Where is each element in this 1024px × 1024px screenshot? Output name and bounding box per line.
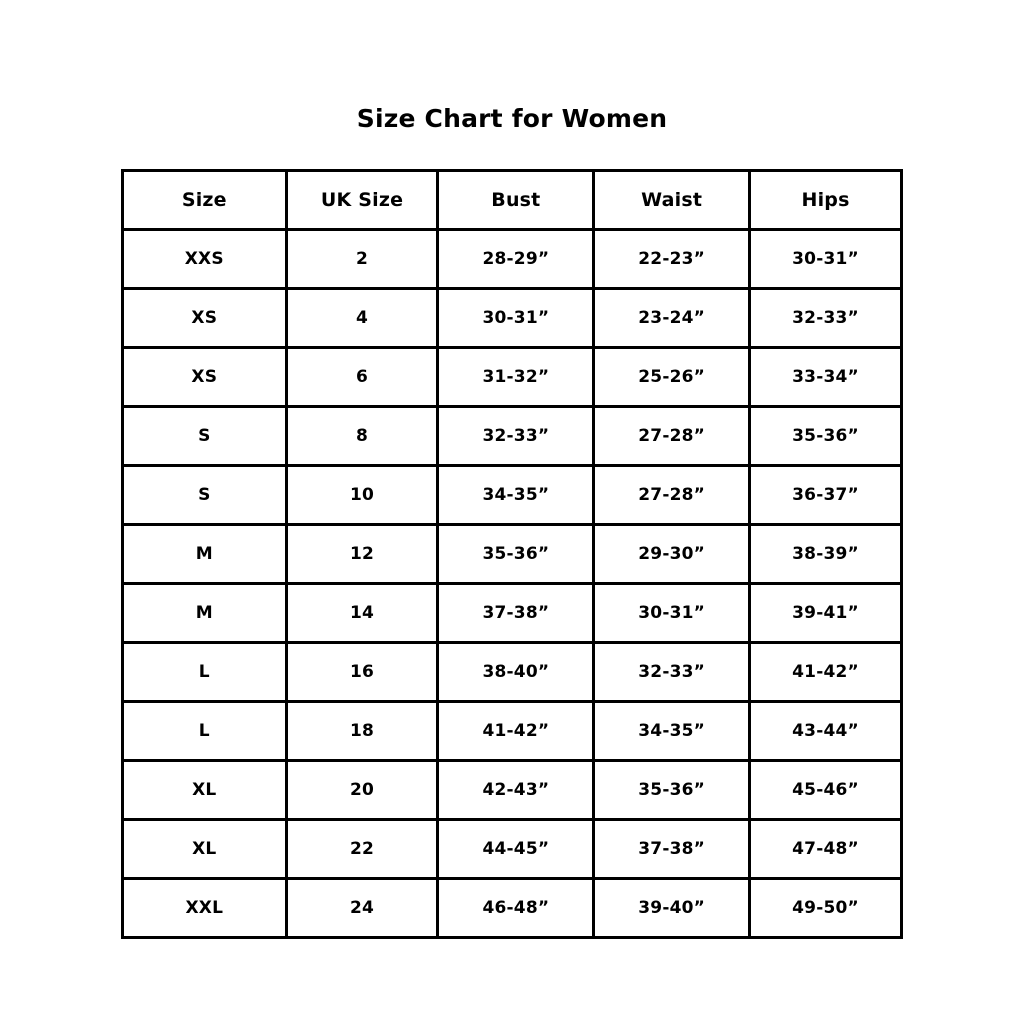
cell-bust: 38-40”	[438, 643, 594, 702]
cell-size: M	[123, 525, 287, 584]
cell-size: XXS	[123, 230, 287, 289]
table-row	[123, 702, 902, 761]
cell-uk-size: 8	[286, 407, 438, 466]
cell-waist: 27-28”	[594, 407, 750, 466]
cell-hips: 47-48”	[750, 820, 902, 879]
column-header-bust: Bust	[438, 171, 594, 230]
cell-hips: 39-41”	[750, 584, 902, 643]
cell-size: S	[123, 466, 287, 525]
cell-hips: 41-42”	[750, 643, 902, 702]
cell-size: L	[123, 643, 287, 702]
cell-bust: 41-42”	[438, 702, 594, 761]
table-header	[123, 171, 902, 230]
cell-waist: 29-30”	[594, 525, 750, 584]
cell-uk-size: 20	[286, 761, 438, 820]
cell-waist: 22-23”	[594, 230, 750, 289]
cell-waist: 34-35”	[594, 702, 750, 761]
table-row	[123, 289, 902, 348]
cell-bust: 28-29”	[438, 230, 594, 289]
cell-bust: 34-35”	[438, 466, 594, 525]
table-row	[123, 525, 902, 584]
cell-bust: 37-38”	[438, 584, 594, 643]
column-header-uk-size: UK Size	[286, 171, 438, 230]
cell-hips: 33-34”	[750, 348, 902, 407]
cell-hips: 45-46”	[750, 761, 902, 820]
size-chart-table	[121, 169, 903, 939]
cell-hips: 38-39”	[750, 525, 902, 584]
size-chart-table-wrap	[121, 169, 903, 939]
cell-waist: 23-24”	[594, 289, 750, 348]
table-row	[123, 584, 902, 643]
cell-waist: 27-28”	[594, 466, 750, 525]
column-header-size: Size	[123, 171, 287, 230]
cell-bust: 44-45”	[438, 820, 594, 879]
cell-bust: 31-32”	[438, 348, 594, 407]
cell-uk-size: 22	[286, 820, 438, 879]
cell-bust: 46-48”	[438, 879, 594, 938]
cell-waist: 37-38”	[594, 820, 750, 879]
cell-size: L	[123, 702, 287, 761]
table-row	[123, 407, 902, 466]
cell-size: XL	[123, 761, 287, 820]
cell-hips: 49-50”	[750, 879, 902, 938]
cell-hips: 36-37”	[750, 466, 902, 525]
column-header-waist: Waist	[594, 171, 750, 230]
cell-bust: 42-43”	[438, 761, 594, 820]
cell-bust: 35-36”	[438, 525, 594, 584]
cell-uk-size: 4	[286, 289, 438, 348]
cell-uk-size: 14	[286, 584, 438, 643]
cell-size: XXL	[123, 879, 287, 938]
cell-size: S	[123, 407, 287, 466]
table-body	[123, 230, 902, 938]
cell-waist: 39-40”	[594, 879, 750, 938]
cell-size: XS	[123, 289, 287, 348]
cell-uk-size: 16	[286, 643, 438, 702]
cell-size: M	[123, 584, 287, 643]
cell-uk-size: 12	[286, 525, 438, 584]
cell-size: XL	[123, 820, 287, 879]
table-row	[123, 820, 902, 879]
cell-bust: 32-33”	[438, 407, 594, 466]
cell-uk-size: 10	[286, 466, 438, 525]
cell-uk-size: 6	[286, 348, 438, 407]
cell-uk-size: 18	[286, 702, 438, 761]
cell-size: XS	[123, 348, 287, 407]
cell-hips: 30-31”	[750, 230, 902, 289]
cell-uk-size: 2	[286, 230, 438, 289]
page-title: Size Chart for Women	[356, 104, 668, 133]
table-row	[123, 348, 902, 407]
table-row	[123, 466, 902, 525]
table-row	[123, 761, 902, 820]
table-row	[123, 879, 902, 938]
table-row	[123, 230, 902, 289]
table-header-row	[123, 171, 902, 230]
cell-waist: 25-26”	[594, 348, 750, 407]
cell-waist: 32-33”	[594, 643, 750, 702]
cell-uk-size: 24	[286, 879, 438, 938]
cell-bust: 30-31”	[438, 289, 594, 348]
table-row	[123, 643, 902, 702]
cell-hips: 35-36”	[750, 407, 902, 466]
cell-hips: 32-33”	[750, 289, 902, 348]
cell-waist: 30-31”	[594, 584, 750, 643]
cell-hips: 43-44”	[750, 702, 902, 761]
cell-waist: 35-36”	[594, 761, 750, 820]
column-header-hips: Hips	[750, 171, 902, 230]
